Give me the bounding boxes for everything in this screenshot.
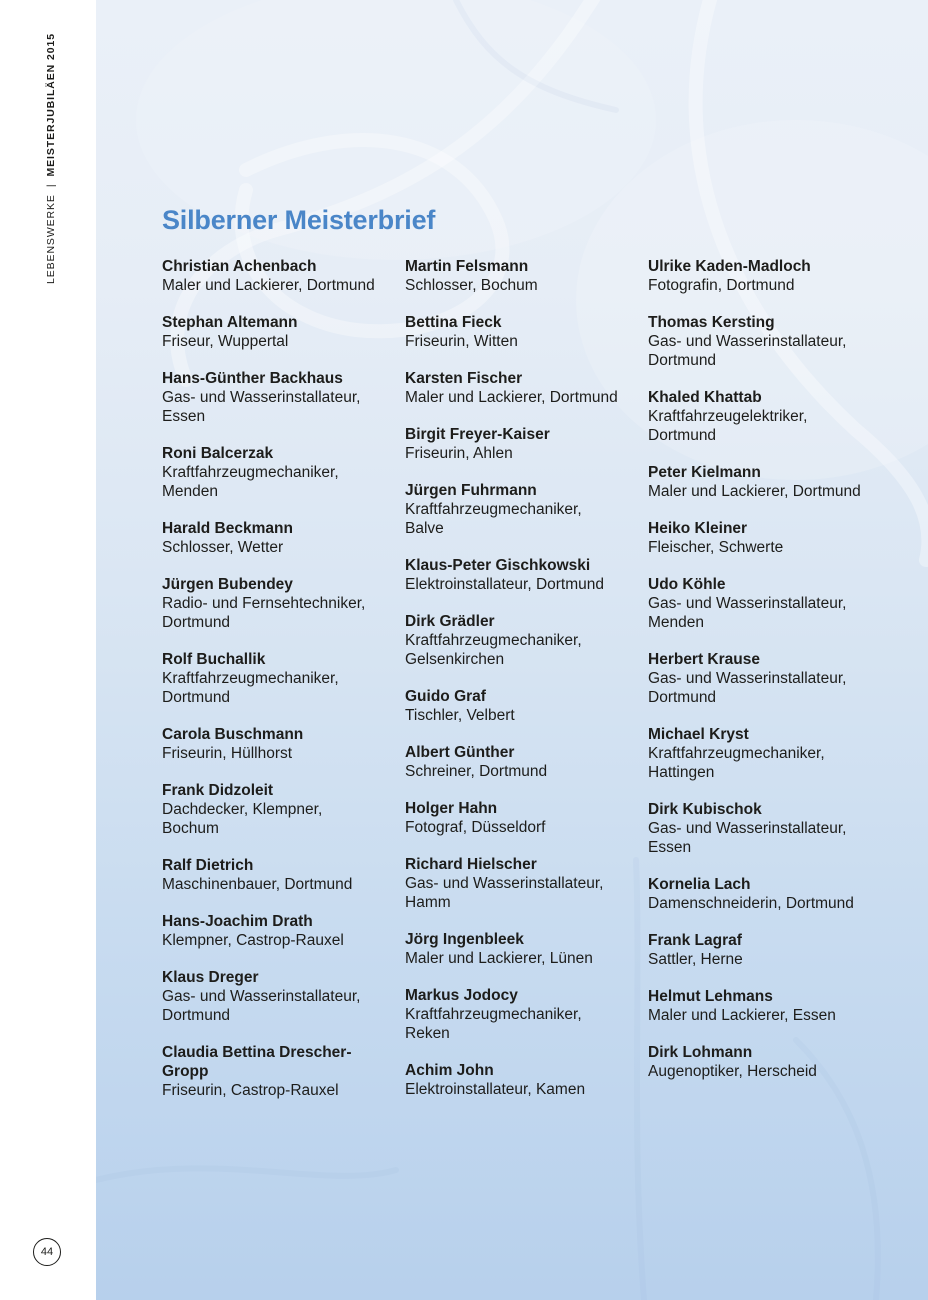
jubilee-entry xyxy=(162,781,375,838)
person-name: Peter Kielmann xyxy=(648,464,761,481)
person-name: Markus Jodocy xyxy=(405,987,518,1004)
jubilee-entry xyxy=(162,912,375,950)
person-name: Kornelia Lach xyxy=(648,876,751,893)
jubilee-entry xyxy=(405,799,618,837)
jubilee-entry xyxy=(648,931,861,969)
person-name: Heiko Kleiner xyxy=(648,520,748,537)
person-name: Udo Köhle xyxy=(648,576,726,593)
jubilee-entry xyxy=(648,519,861,557)
person-name: Dirk Grädler xyxy=(405,613,495,630)
person-profession-city: Schlosser, Bochum xyxy=(405,277,538,294)
jubilee-entry xyxy=(162,650,375,707)
jubilee-entry xyxy=(648,575,861,632)
person-profession-city: Elektroinstallateur, Dortmund xyxy=(405,576,605,593)
column-2 xyxy=(405,257,618,1117)
jubilee-entry xyxy=(648,800,861,857)
rubric-section-label: MEISTERJUBILÄEN 2015 xyxy=(45,33,57,177)
person-profession-city: Sattler, Herne xyxy=(648,951,743,968)
jubilee-entry xyxy=(405,425,618,463)
person-profession-city: Damenschneiderin, Dortmund xyxy=(648,895,854,912)
jubilee-entry xyxy=(162,575,375,632)
content-panel xyxy=(96,0,928,1300)
person-name: Bettina Fieck xyxy=(405,314,502,331)
person-name: Birgit Freyer-Kaiser xyxy=(405,426,550,443)
person-profession-city: Kraftfahrzeugelektriker, Dortmund xyxy=(648,408,808,444)
person-profession-city: Friseur, Wuppertal xyxy=(162,333,289,350)
jubilee-entry xyxy=(405,313,618,351)
person-name: Christian Achenbach xyxy=(162,258,317,275)
jubilee-entry xyxy=(648,650,861,707)
person-name: Carola Buschmann xyxy=(162,726,304,743)
person-name: Roni Balcerzak xyxy=(162,445,274,462)
jubilee-entry xyxy=(162,369,375,426)
person-name: Rolf Buchallik xyxy=(162,651,266,668)
jubilee-entry xyxy=(162,519,375,557)
person-name: Stephan Altemann xyxy=(162,314,298,331)
jubilee-entry xyxy=(405,481,618,538)
jubilee-entry xyxy=(648,388,861,445)
person-name: Guido Graf xyxy=(405,688,486,705)
person-name: Hans-Joachim Drath xyxy=(162,913,313,930)
person-name: Ulrike Kaden-Madloch xyxy=(648,258,811,275)
person-profession-city: Maler und Lackierer, Dortmund xyxy=(648,483,861,500)
jubilee-entry xyxy=(405,257,618,295)
person-profession-city: Kraftfahrzeugmechaniker, Menden xyxy=(162,464,339,500)
person-name: Jürgen Bubendey xyxy=(162,576,293,593)
jubilee-entry xyxy=(405,743,618,781)
person-profession-city: Gas- und Wasserinstallateur, Essen xyxy=(162,389,361,425)
person-name: Jürgen Fuhrmann xyxy=(405,482,537,499)
jubilee-entry xyxy=(162,968,375,1025)
jubilee-entry xyxy=(162,1043,375,1100)
page-number-badge xyxy=(33,1238,61,1266)
left-margin xyxy=(0,0,96,1300)
jubilee-entry xyxy=(162,725,375,763)
person-profession-city: Radio- und Fernsehtechniker, Dortmund xyxy=(162,595,366,631)
person-profession-city: Friseurin, Witten xyxy=(405,333,518,350)
person-profession-city: Friseurin, Hüllhorst xyxy=(162,745,293,762)
jubilee-entry xyxy=(648,257,861,295)
person-name: Dirk Kubischok xyxy=(648,801,762,818)
person-name: Achim John xyxy=(405,1062,494,1079)
panel-inner xyxy=(96,0,928,1118)
jubilee-entry xyxy=(648,987,861,1025)
person-profession-city: Maler und Lackierer, Essen xyxy=(648,1007,836,1024)
person-name: Claudia Bettina Drescher-Gropp xyxy=(162,1044,352,1080)
page-number-value: 44 xyxy=(40,1246,54,1258)
jubilee-columns xyxy=(162,257,928,1118)
person-profession-city: Gas- und Wasserinstallateur, Hamm xyxy=(405,875,604,911)
person-name: Hans-Günther Backhaus xyxy=(162,370,343,387)
person-name: Harald Beckmann xyxy=(162,520,293,537)
person-profession-city: Gas- und Wasserinstallateur, Dortmund xyxy=(648,670,847,706)
jubilee-entry xyxy=(405,855,618,912)
person-name: Herbert Krause xyxy=(648,651,760,668)
person-profession-city: Kraftfahrzeugmechaniker, Gelsenkirchen xyxy=(405,632,582,668)
person-profession-city: Fotograf, Düsseldorf xyxy=(405,819,546,836)
jubilee-entry xyxy=(405,687,618,725)
person-profession-city: Schlosser, Wetter xyxy=(162,539,284,556)
page-title: Silberner Meisterbrief xyxy=(162,205,436,235)
person-profession-city: Fotografin, Dortmund xyxy=(648,277,795,294)
person-profession-city: Dachdecker, Klempner, Bochum xyxy=(162,801,323,837)
rubric-series-label: LEBENSWERKE xyxy=(45,194,57,284)
person-profession-city: Friseurin, Castrop-Rauxel xyxy=(162,1082,339,1099)
jubilee-entry xyxy=(162,313,375,351)
person-profession-city: Elektroinstallateur, Kamen xyxy=(405,1081,586,1098)
jubilee-entry xyxy=(162,257,375,295)
jubilee-entry xyxy=(405,612,618,669)
person-profession-city: Friseurin, Ahlen xyxy=(405,445,513,462)
jubilee-entry xyxy=(162,856,375,894)
person-name: Frank Didzoleit xyxy=(162,782,274,799)
person-name: Klaus Dreger xyxy=(162,969,259,986)
jubilee-entry xyxy=(405,1061,618,1099)
rubric-separator: | xyxy=(45,183,57,188)
jubilee-entry xyxy=(648,875,861,913)
person-name: Michael Kryst xyxy=(648,726,749,743)
person-name: Helmut Lehmans xyxy=(648,988,773,1005)
person-profession-city: Augenoptiker, Herscheid xyxy=(648,1063,817,1080)
person-profession-city: Klempner, Castrop-Rauxel xyxy=(162,932,344,949)
column-1 xyxy=(162,257,375,1118)
person-profession-city: Maschinenbauer, Dortmund xyxy=(162,876,353,893)
person-name: Martin Felsmann xyxy=(405,258,529,275)
jubilee-entry xyxy=(405,986,618,1043)
person-profession-city: Schreiner, Dortmund xyxy=(405,763,548,780)
person-name: Khaled Khattab xyxy=(648,389,762,406)
person-name: Ralf Dietrich xyxy=(162,857,254,874)
jubilee-entry xyxy=(405,930,618,968)
jubilee-entry xyxy=(648,725,861,782)
jubilee-entry xyxy=(405,369,618,407)
jubilee-entry xyxy=(648,463,861,501)
person-profession-city: Tischler, Velbert xyxy=(405,707,515,724)
person-name: Karsten Fischer xyxy=(405,370,523,387)
person-name: Klaus-Peter Gischkowski xyxy=(405,557,591,574)
vertical-rubric-label xyxy=(45,33,57,284)
jubilee-entry xyxy=(648,1043,861,1081)
person-name: Thomas Kersting xyxy=(648,314,775,331)
person-profession-city: Kraftfahrzeugmechaniker, Reken xyxy=(405,1006,582,1042)
person-name: Frank Lagraf xyxy=(648,932,742,949)
person-name: Richard Hielscher xyxy=(405,856,537,873)
person-profession-city: Gas- und Wasserinstallateur, Dortmund xyxy=(162,988,361,1024)
jubilee-entry xyxy=(648,313,861,370)
person-profession-city: Gas- und Wasserinstallateur, Essen xyxy=(648,820,847,856)
jubilee-entry xyxy=(405,556,618,594)
person-name: Albert Günther xyxy=(405,744,515,761)
person-profession-city: Kraftfahrzeugmechaniker, Balve xyxy=(405,501,582,537)
jubilee-entry xyxy=(162,444,375,501)
person-name: Jörg Ingenbleek xyxy=(405,931,524,948)
person-name: Holger Hahn xyxy=(405,800,498,817)
person-profession-city: Kraftfahrzeugmechaniker, Hattingen xyxy=(648,745,825,781)
person-name: Dirk Lohmann xyxy=(648,1044,753,1061)
column-3 xyxy=(648,257,861,1099)
person-profession-city: Kraftfahrzeugmechaniker, Dortmund xyxy=(162,670,339,706)
person-profession-city: Maler und Lackierer, Dortmund xyxy=(405,389,618,406)
person-profession-city: Fleischer, Schwerte xyxy=(648,539,784,556)
person-profession-city: Maler und Lackierer, Lünen xyxy=(405,950,593,967)
person-profession-city: Gas- und Wasserinstallateur, Menden xyxy=(648,595,847,631)
person-profession-city: Maler und Lackierer, Dortmund xyxy=(162,277,375,294)
person-profession-city: Gas- und Wasserinstallateur, Dortmund xyxy=(648,333,847,369)
